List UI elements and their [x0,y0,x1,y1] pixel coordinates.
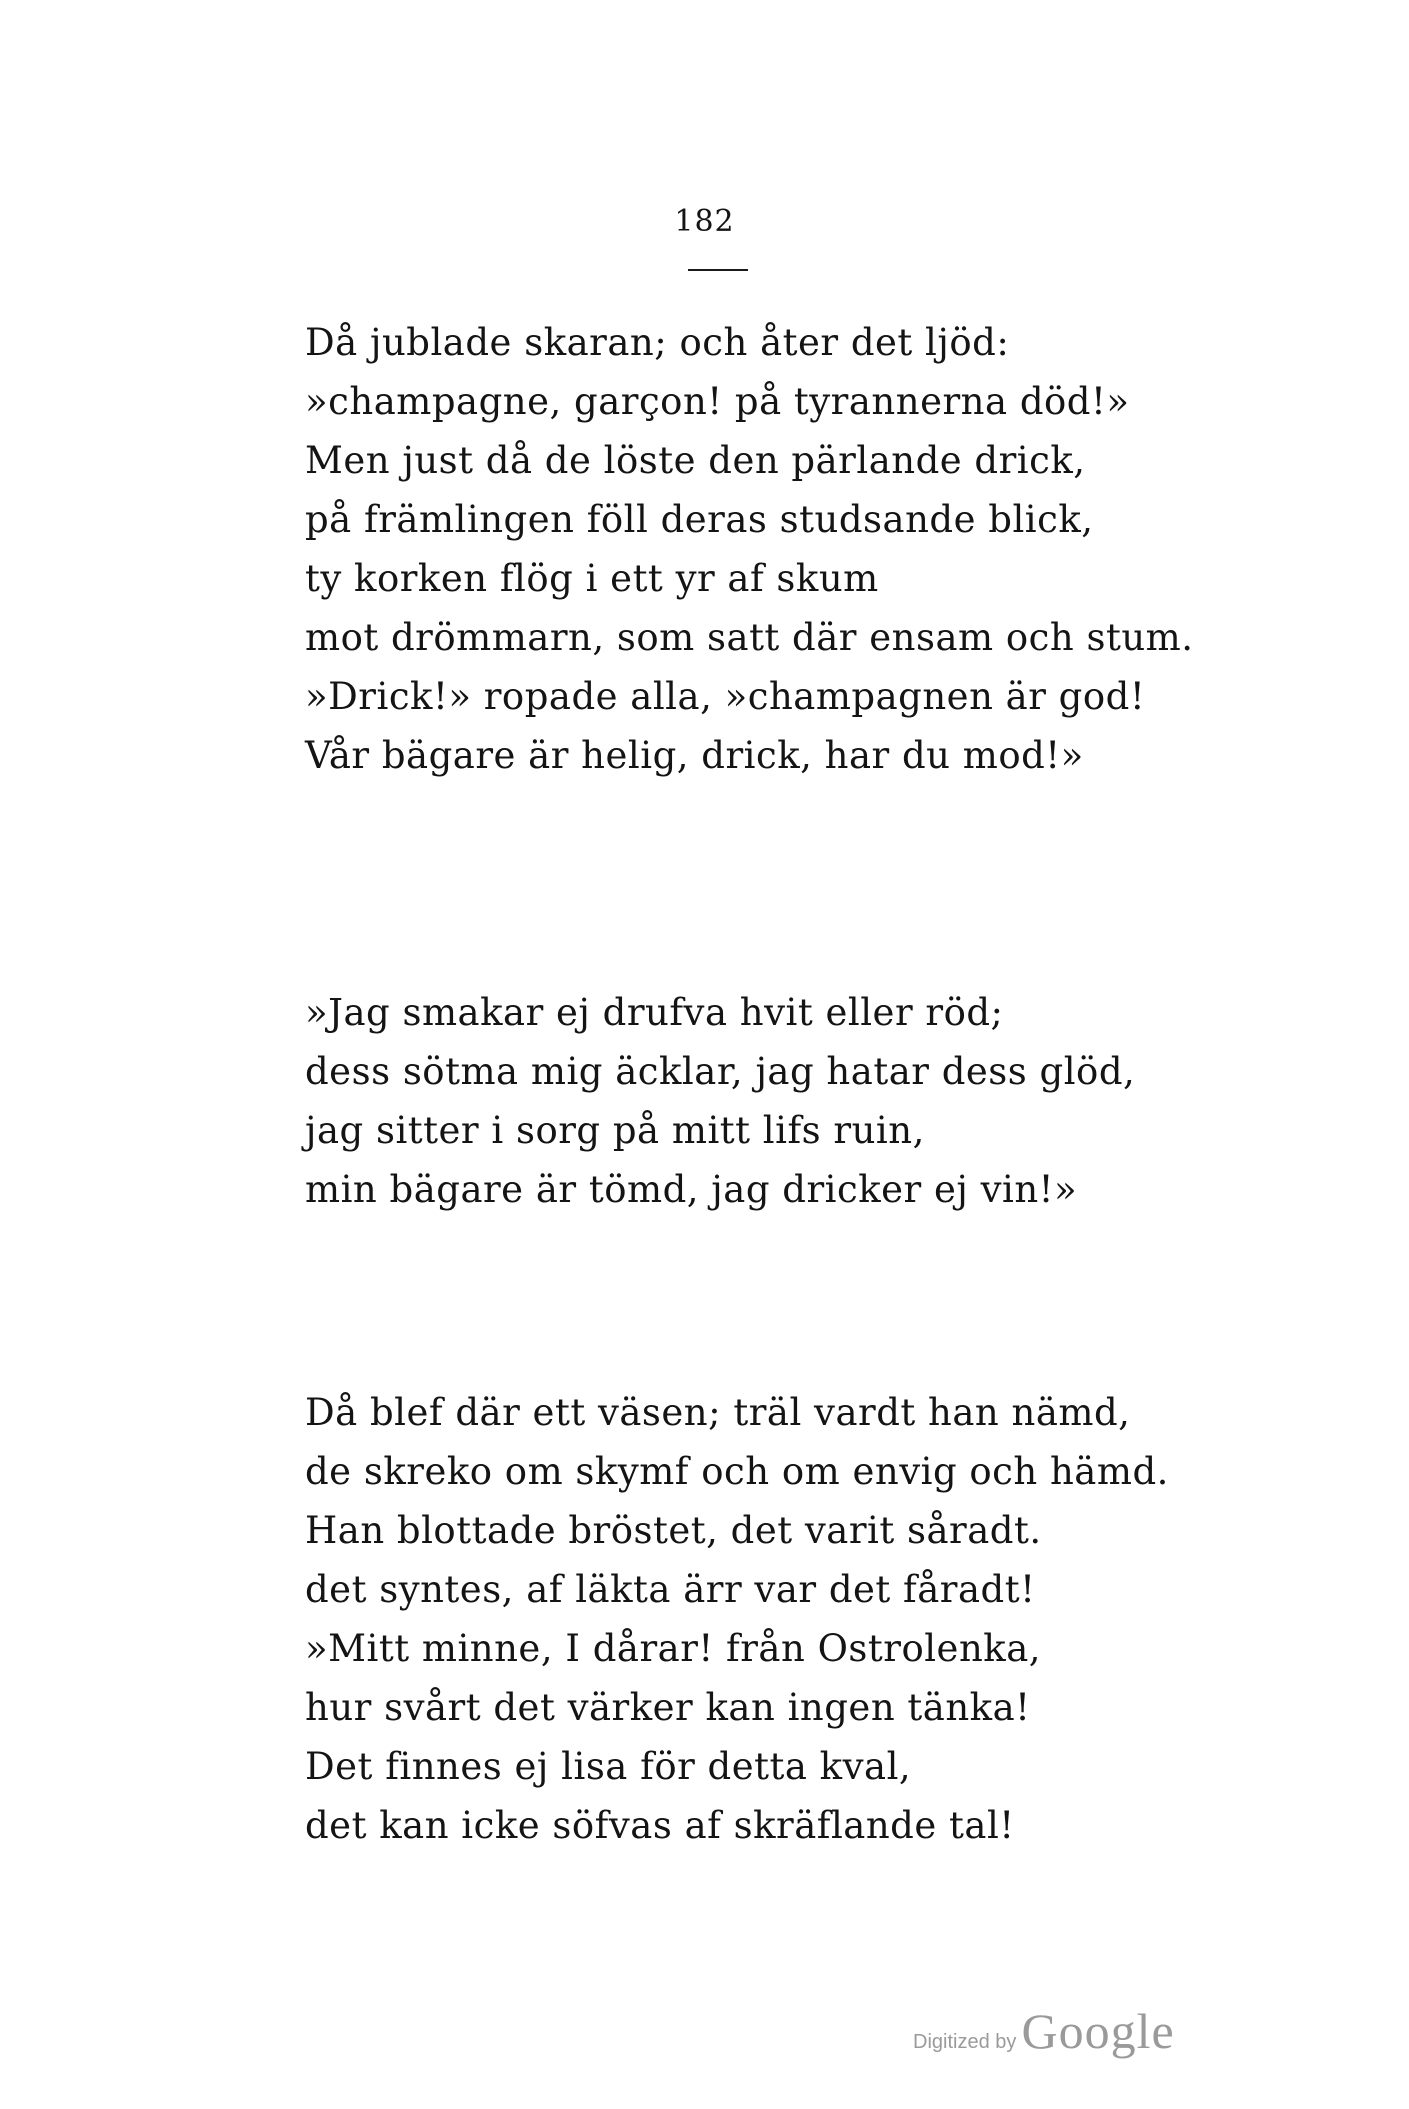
poem-line: ty korken flög i ett yr af skum [305,557,879,600]
digitized-label: Digitized by [913,2031,1017,2053]
google-logo: Google [1021,2003,1175,2059]
poem-line: »champagne, garçon! på tyrannerna död!» [305,380,1130,423]
poem-line: på främlingen föll deras studsande blick, [305,498,1094,541]
poem-line: det syntes, af läkta ärr var det fåradt! [305,1568,1036,1611]
poem-line: Vår bägare är helig, drick, har du mod!» [305,734,1084,777]
poem-line: »Jag smakar ej drufva hvit eller röd; [305,991,1004,1034]
poem-line: min bägare är tömd, jag dricker ej vin!» [305,1168,1078,1211]
stanza-1 [305,313,1305,785]
stanza-3 [305,1383,1305,1855]
poem-line: »Mitt minne, I dårar! från Ostrolenka, [305,1627,1042,1670]
poem-line: jag sitter i sorg på mitt lifs ruin, [305,1109,925,1152]
page-number: 182 [674,204,735,239]
poem-line: Då jublade skaran; och åter det ljöd: [305,321,1010,364]
poem-line: Men just då de löste den pärlande drick, [305,439,1086,482]
poem-line: det kan icke söfvas af skräflande tal! [305,1804,1015,1847]
page-number-rule [688,269,748,271]
poem-line: »Drick!» ropade alla, »champagnen är god! [305,675,1146,718]
digitized-by-watermark [913,2002,1175,2060]
poem-line: mot drömmarn, som satt där ensam och stum. [305,616,1194,659]
stanza-2 [305,983,1305,1219]
poem-line: Han blottade bröstet, det varit såradt. [305,1509,1042,1552]
poem-line: dess sötma mig äcklar, jag hatar dess glöd, [305,1050,1136,1093]
poem-line: hur svårt det värker kan ingen tänka! [305,1686,1031,1729]
poem-line: Då blef där ett väsen; träl vardt han nämd, [305,1391,1131,1434]
poem-line: de skreko om skymf och om envig och hämd. [305,1450,1169,1493]
poem-line: Det finnes ej lisa för detta kval, [305,1745,912,1788]
